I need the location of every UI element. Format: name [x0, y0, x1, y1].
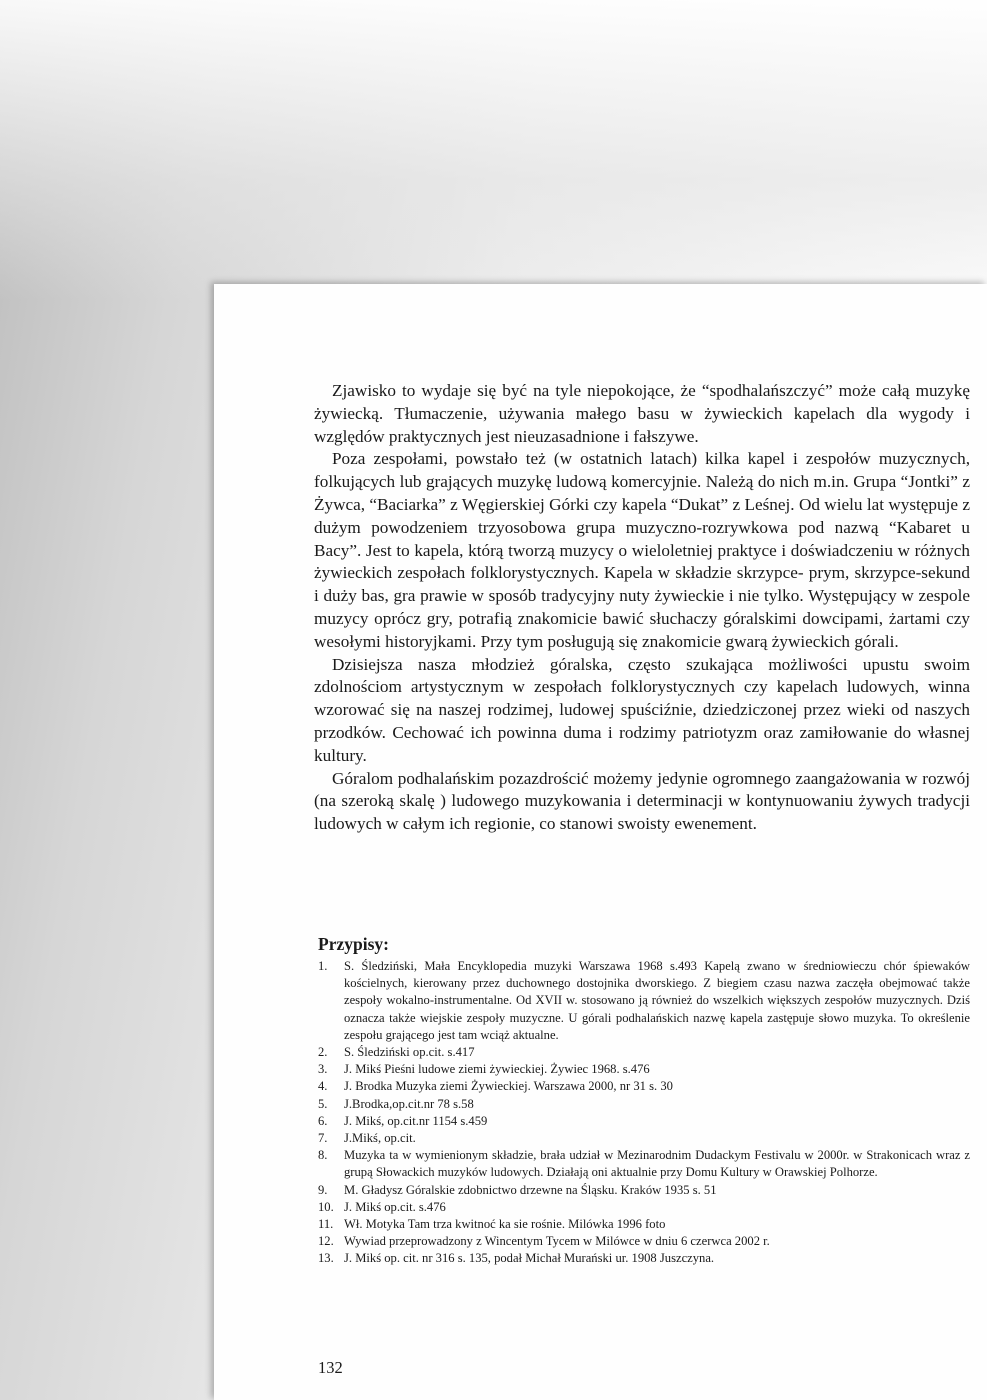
footnote-number: 5.: [318, 1096, 328, 1111]
footnote-item: [318, 1147, 970, 1181]
footnote-number: 8.: [318, 1148, 328, 1163]
footnote-number: 2.: [318, 1045, 328, 1060]
footnote-text: Muzyka ta w wymienionym składzie, brała udział w Mezinarodnim Dudackym Festivalu w 2000r. w Strakonicach wraz z grupą Słowackich muzyków ludowych. Działają oni aktualnie przy Domu Kultury w Orawskiej Polhorze.: [344, 1148, 970, 1180]
footnote-text: Wł. Motyka Tam trza kwitnoć ka sie rośnie. Milówka 1996 foto: [344, 1217, 666, 1232]
footnote-item: [318, 1061, 970, 1078]
footnote-text: M. Gładysz Góralskie zdobnictwo drzewne na Śląsku. Kraków 1935 s. 51: [344, 1182, 717, 1197]
footnote-item: [318, 1044, 970, 1061]
footnote-number: 4.: [318, 1079, 328, 1094]
scan-background: [0, 0, 987, 300]
footnote-text: J. Mikś, op.cit.nr 1154 s.459: [344, 1113, 488, 1128]
book-page: [214, 284, 987, 1400]
footnote-item: [318, 1216, 970, 1233]
paragraph: Góralom podhalańskim pozazdrościć możemy jedynie ogromnego zaangażowania w rozwój (na szeroką skalę ) ludowego muzykowania i determinacji w kontynuowaniu żywych tradycji ludowych w całym ich regionie, co stanowi swoisty ewenement.: [314, 768, 970, 834]
footnote-item: [318, 958, 970, 1044]
footnote-number: 1.: [318, 959, 328, 973]
footnote-text: S. Śledziński, Mała Encyklopedia muzyki Warszawa 1968 s.493 Kapelą zwano w średniowieczu chór śpiewaków kościelnych, kierowany przez duchownego dostojnika dworskiego. Z biegiem czasu nazwa zaczęła obejmować także zespoły wokalno-instrumentalne. Od XVII w. stosowano ją również do wszelkich większych zespołów muzycznych. Dziś oznacza także wiejskie zespoły muzyczne. U górali podhalańskich nazwę kapela zastępuje słowo muzyka. To określenie zespołu grającego jest tam wciąż aktualne.: [344, 959, 970, 1042]
footnote-text: S. Śledziński op.cit. s.417: [344, 1045, 475, 1060]
footnote-number: 12.: [318, 1234, 334, 1249]
paragraph: Poza zespołami, powstało też (w ostatnich latach) kilka kapel i zespołów muzycznych, folkujących lub grających muzykę ludową komercyjnie. Należą do nich m.in. Grupa “Jontki” z Żywca, “Baciarka” z Węgierskiej Górki czy kapela “Dukat” z Leśnej. Od wielu lat występuje z dużym powodzeniem trzyosobowa grupa muzyczno-rozrywkowa pod nazwą “Kabaret u Bacy”. Jest to kapela, którą tworzą muzycy o wieloletniej praktyce i doświadczeniu w różnych żywieckich zespołach folklorystycznych. Kapela w składzie skrzypce- prym, skrzypce-sekund i duży bas, gra prawie w sposób tradycyjny nuty żywieckie i nie tylko. Występujący w zespole muzycy oprócz gry, potrafią znakomicie bawić słuchaczy góralskimi dowcipami, żartami czy wesołymi historyjkami. Przy tym posługują się znakomicie gwarą żywieckich górali.: [314, 449, 970, 651]
footnote-text: J. Mikś Pieśni ludowe ziemi żywieckiej. Żywiec 1968. s.476: [344, 1062, 650, 1077]
footnote-text: J. Brodka Muzyka ziemi Żywieckiej. Warszawa 2000, nr 31 s. 30: [344, 1079, 673, 1094]
footnote-number: 7.: [318, 1131, 328, 1146]
body-text: [314, 380, 970, 836]
footnote-number: 9.: [318, 1182, 328, 1197]
footnote-number: 10.: [318, 1199, 334, 1214]
footnotes-section: [318, 934, 970, 1268]
footnote-text: J. Mikś op. cit. nr 316 s. 135, podał Michał Murański ur. 1908 Juszczyna.: [344, 1251, 715, 1266]
footnote-text: J.Mikś, op.cit.: [344, 1131, 416, 1146]
footnote-item: [318, 1096, 970, 1113]
footnote-item: [318, 1199, 970, 1216]
footnote-text: Wywiad przeprowadzony z Wincentym Tycem w Milówce w dniu 6 czerwca 2002 r.: [344, 1234, 770, 1249]
footnotes-list: [318, 958, 970, 1268]
footnote-item: [318, 1078, 970, 1095]
footnotes-title: Przypisy:: [318, 934, 389, 954]
footnote-text: J. Mikś op.cit. s.476: [344, 1199, 446, 1214]
footnote-number: 13.: [318, 1251, 334, 1266]
page-number: 132: [318, 1358, 343, 1377]
footnote-text: J.Brodka,op.cit.nr 78 s.58: [344, 1096, 474, 1111]
footnote-number: 11.: [318, 1217, 334, 1232]
paragraph: Dzisiejsza nasza młodzież góralska, często szukająca możliwości upustu swoim zdolnościom artystycznym w zespołach folklorystycznych czy kapelach ludowych, winna wzorować się na naszej rodzimej, ludowej spuściźnie, dziedziczonej przez wieki od naszych przodków. Cechować ich powinna duma i rodzimy patriotyzm oraz zamiłowanie do własnej kultury.: [314, 654, 970, 765]
footnote-item: [318, 1130, 970, 1147]
footnote-item: [318, 1182, 970, 1199]
footnote-item: [318, 1233, 970, 1250]
footnote-item: [318, 1113, 970, 1130]
footnote-number: 6.: [318, 1113, 328, 1128]
footnote-number: 3.: [318, 1062, 328, 1077]
footnote-item: [318, 1250, 970, 1267]
paragraph: Zjawisko to wydaje się być na tyle niepokojące, że “spodhalańszczyć” może całą muzykę żywiecką. Tłumaczenie, używania małego basu w żywieckich kapelach dla wygody i względów praktycznych jest nieuzasadnione i fałszywe.: [314, 381, 970, 446]
